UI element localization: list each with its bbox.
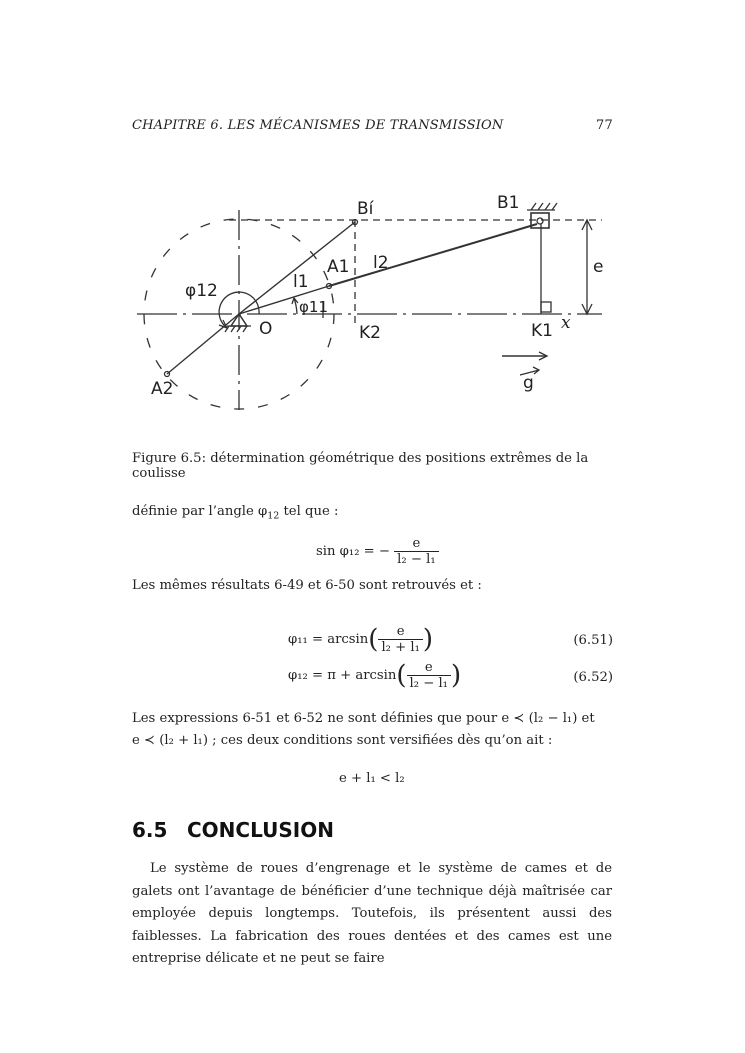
label-k2: K2 xyxy=(359,323,381,343)
equation-6-52: φ₁₂ = π + arcsin( $\frac{e}{\text{l₂ − l₁}}$ ) xyxy=(288,660,462,691)
conclusion-paragraph: Le système de roues d’engrenage et le système de cames et de galets ont l’avantage de bénéficier d’une technique déjà maîtrisée car employée depuis longtemps. Toutefois, ils présentent aussi des faiblesses. La fabrication des roues dentées et des cames est une entreprise délicate et ne peut se faire xyxy=(132,861,612,966)
label-b1-prime: Bí xyxy=(357,199,374,219)
equation-inequality: e + l₁ < l₂ xyxy=(339,771,405,786)
paragraph-expressions-1: Les expressions 6-51 et 6-52 ne sont définies que pour e ≺ (l₂ − l₁) et xyxy=(132,711,595,726)
label-x: x xyxy=(561,313,571,333)
equation-6-51: φ₁₁ = arcsin( $\frac{e}{\text{l₂ + l₁}}$ ) xyxy=(288,624,434,655)
label-phi12: φ12 xyxy=(185,281,218,301)
equation-sin-phi12: sin φ₁₂ = − $\frac{e}{\text{l₂ − l₁}}$ xyxy=(316,536,439,567)
label-phi11: φ11 xyxy=(299,298,328,316)
label-l1: l1 xyxy=(293,272,309,292)
label-l2: l2 xyxy=(373,253,389,273)
running-header-chapter: CHAPITRE 6. LES MÉCANISMES DE TRANSMISSION xyxy=(132,118,504,133)
section-title: CONCLUSION xyxy=(187,818,334,842)
paragraph-defined-by: définie par l’angle $\varphi_{12}$ tel que : xyxy=(132,504,339,522)
label-a2: A2 xyxy=(151,379,174,399)
section-heading xyxy=(132,818,334,842)
label-e: e xyxy=(593,257,604,277)
mechanism-diagram xyxy=(137,188,607,413)
paragraph-results: Les mêmes résultats 6-49 et 6-50 sont retrouvés et : xyxy=(132,578,482,593)
section-number: 6.5 xyxy=(132,818,168,842)
label-k1: K1 xyxy=(531,321,553,341)
figure-caption: Figure 6.5: détermination géométrique des positions extrêmes de la coulisse xyxy=(132,451,589,481)
label-g: g xyxy=(523,373,534,393)
page-number: 77 xyxy=(596,118,613,133)
label-o: O xyxy=(259,319,273,339)
equation-number-6-51: (6.51) xyxy=(573,633,613,648)
label-a1: A1 xyxy=(327,257,350,277)
paragraph-expressions-2: e ≺ (l₂ + l₁) ; ces deux conditions sont versifiées dès qu’on ait : xyxy=(132,733,553,748)
equation-number-6-52: (6.52) xyxy=(573,670,613,685)
label-b1: B1 xyxy=(497,193,520,213)
